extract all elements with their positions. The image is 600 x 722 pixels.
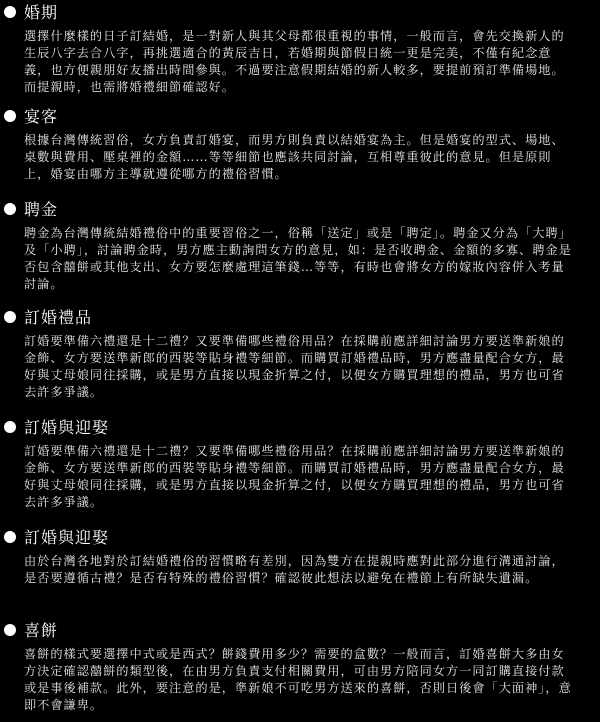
bullet-icon bbox=[4, 311, 16, 323]
section-body: 訂婚要準備六禮還是十二禮？又要準備哪些禮俗用品？在採購前應詳細討論男方要送準新娘的金飾、女方要送準新郎的西裝等貼身禮等細節。而購買訂婚禮品時，男方應盡量配合女方，最好與丈母娘同往採購，或是男方直接以現金折算之付，以便女方購買理想的禮品，男方也可省去許多爭議。 bbox=[24, 444, 565, 509]
section-body: 訂婚要準備六禮還是十二禮？又要準備哪些禮俗用品？在採購前應詳細討論男方要送準新娘的金飾、女方要送準新郎的西裝等貼身禮等細節。而購買訂婚禮品時，男方應盡量配合女方，最好與丈母娘同往採購，或是男方直接以現金折算之付，以便女方購買理想的禮品，男方也可省去許多爭議。 bbox=[24, 334, 565, 399]
section-heading bbox=[0, 106, 600, 128]
section-heading bbox=[0, 417, 600, 439]
bullet-icon bbox=[4, 421, 16, 433]
section-title: 訂婚禮品 bbox=[24, 308, 93, 327]
section-engagement-and-wedding bbox=[0, 417, 600, 509]
bullet-icon bbox=[4, 203, 16, 215]
section-title: 聘金 bbox=[24, 200, 59, 219]
section-title: 婚期 bbox=[24, 3, 59, 22]
section-engagement-and-wedding-customs bbox=[0, 527, 600, 585]
section-body: 喜餅的樣式要選擇中式或是西式？餅錢費用多少？需要的盒數？一般而言，訂婚喜餅大多由女方決定確認囍餅的類型後，在由男方負責支付相關費用，可由男方陪同女方一同訂購直接付款或是事後補款。此外，要注意的是，準新娘不可吃男方送來的喜餅，否則日後會「大面神」，意即不會謙卑。 bbox=[24, 647, 572, 712]
section-body: 由於台灣各地對於訂結婚禮俗的習慣略有差別，因為雙方在提親時應對此部分進行溝通討論，是否要遵循古禮？是否有特殊的禮俗習慣？確認彼此想法以避免在禮節上有所缺失遺漏。 bbox=[24, 554, 565, 585]
bullet-icon bbox=[4, 624, 16, 636]
section-body: 根據台灣傳統習俗，女方負責訂婚宴，而男方則負責以結婚宴為主。但是婚宴的型式、場地、桌數與費用、壓桌裡的金額……等等細節也應該共同討論，互相尊重彼此的意見。但是原則上，婚宴由哪方主導就遵從哪方的禮俗習慣。 bbox=[24, 133, 565, 181]
section-heading bbox=[0, 2, 600, 24]
section-title: 喜餅 bbox=[24, 621, 59, 640]
section-wedding-date bbox=[0, 2, 600, 94]
section-body: 選擇什麼樣的日子訂結婚，是一對新人與其父母都很重視的事情，一般而言，會先交換新人的生辰八字去合八字，再挑選適合的黃辰吉日，若婚期與節假日統一更是完美，不僅有紀念意義，也方便親朋好友播出時間參與。不過要注意假期結婚的新人較多，要提前預訂準備場地。而提親時，也需將婚禮細節確認好。 bbox=[24, 29, 565, 94]
section-heading bbox=[0, 199, 600, 221]
section-title: 訂婚與迎娶 bbox=[24, 528, 110, 547]
section-heading bbox=[0, 307, 600, 329]
section-heading bbox=[0, 527, 600, 549]
bullet-icon bbox=[4, 531, 16, 543]
section-title: 宴客 bbox=[24, 107, 59, 126]
section-heading bbox=[0, 620, 600, 642]
section-body: 聘金為台灣傳統結婚禮俗中的重要習俗之一，俗稱「送定」或是「聘定」。聘金又分為「大聘」及「小聘」，討論聘金時，男方應主動詢問女方的意見，如：是否收聘金、金額的多寡、聘金是否包含囍餅或其他支出、女方要怎麼處理這筆錢…等等，有時也會將女方的嫁妝內容併入考量討論。 bbox=[24, 226, 572, 291]
bullet-icon bbox=[4, 110, 16, 122]
section-banquet bbox=[0, 106, 600, 181]
section-engagement-gifts bbox=[0, 307, 600, 399]
section-wedding-cakes bbox=[0, 620, 600, 712]
bullet-icon bbox=[4, 6, 16, 18]
section-title: 訂婚與迎娶 bbox=[24, 418, 110, 437]
section-betrothal-money bbox=[0, 199, 600, 291]
